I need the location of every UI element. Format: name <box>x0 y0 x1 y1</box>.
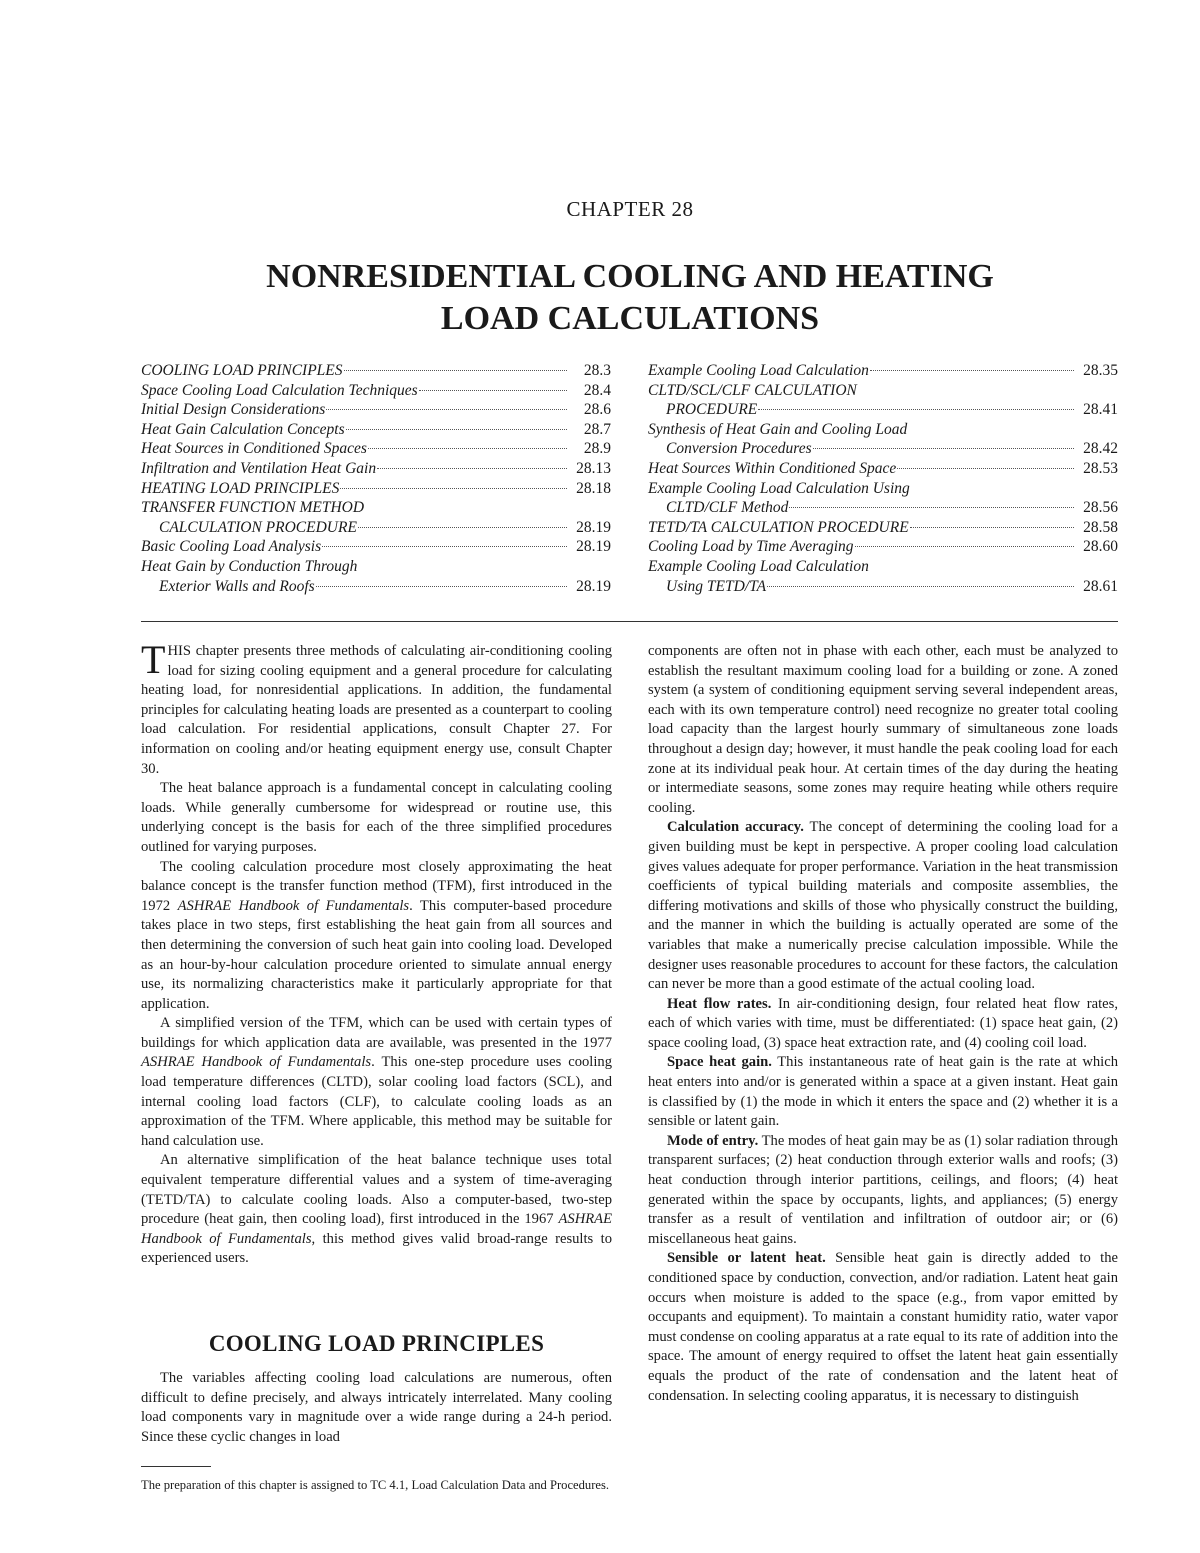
chapter-number: CHAPTER 28 <box>566 197 694 221</box>
toc-leader <box>377 468 567 469</box>
paragraph <box>141 858 612 1015</box>
toc-entry-page: 28.60 <box>1083 538 1118 556</box>
toc-entry[interactable] <box>648 518 1118 538</box>
paragraph-text: , this method gives valid broad-range results to experienced users. <box>141 1230 613 1267</box>
run-in-heading: Calculation accuracy. <box>667 819 804 836</box>
toc-entry[interactable] <box>141 361 611 381</box>
toc-right-column <box>648 361 1118 596</box>
toc-entry[interactable] <box>141 420 611 440</box>
toc-entry[interactable] <box>648 400 1118 420</box>
chapter-title-line-2: LOAD CALCULATIONS <box>440 300 820 337</box>
toc-entry-title: Exterior Walls and Roofs <box>159 577 315 595</box>
toc-entry-page: 28.18 <box>576 479 611 497</box>
run-in-heading: Heat flow rates. <box>667 995 772 1012</box>
book-title: ASHRAE Handbook of Fundamentals <box>141 1054 372 1071</box>
paragraph <box>141 1014 612 1151</box>
paragraph: components are often not in phase with each other, each must be analyzed to establish the resultant maximum cooling load for a building or zone. A zoned system (a system of conditioning equipment serving several independent areas, each with its own temperature control) need recognize no greater total cooling load capacity than the largest hourly summary of simultaneous zone loads throughout a design day; however, it must handle the peak cooling load for each zone at its individual peak hour. At certain times of the day during the heating or intermediate seasons, some zones may require heating while others require cooling. <box>648 643 1118 816</box>
horizontal-divider <box>141 621 1118 622</box>
toc-leader <box>758 409 1074 410</box>
toc-entry[interactable] <box>141 479 611 499</box>
toc-leader <box>910 527 1074 528</box>
toc-entry-title: CALCULATION PROCEDURE <box>159 518 357 536</box>
toc-entry-title: Basic Cooling Load Analysis <box>141 538 322 556</box>
paragraph-text: The cooling calculation procedure most closely approximating the heat balance concept is the transfer function method (TFM), first introduced in the 1972 <box>141 858 612 914</box>
toc-entry[interactable] <box>648 537 1118 557</box>
toc-entry[interactable] <box>141 439 611 459</box>
toc-leader <box>767 586 1074 587</box>
paragraph-text: Sensible heat gain is directly added to the conditioned space by conduction, convection, and/or radiation. Latent heat gain occurs when moisture is added to the space (e.g., from vapor emitted by occupants and equipment). To maintain a constant humidity ratio, water vapor must condense on cooling apparatus at a rate equal to its rate of addition into the space. The amount of energy required to offset the latent heat gain essentially equals the product of the rate of condensation and the latent heat of condensation. In selecting cooling apparatus, it is necessary to distinguish <box>648 1250 1118 1404</box>
toc-entry-title-line1[interactable]: Example Cooling Load Calculation <box>648 557 869 575</box>
toc-entry[interactable] <box>141 537 611 557</box>
toc-entry-title-line1[interactable]: Synthesis of Heat Gain and Cooling Load <box>648 420 908 438</box>
paragraph: The heat balance approach is a fundamental concept in calculating cooling loads. While generally cumbersome for widespread or routine use, this underlying concept is the basis for each of the three simplified procedures outlined for varying purposes. <box>141 780 612 855</box>
toc-entry-title: COOLING LOAD PRINCIPLES <box>141 362 343 379</box>
toc-leader <box>326 409 567 410</box>
toc-entry-title: Heat Sources in Conditioned Spaces <box>141 440 367 458</box>
paragraph-text: . This computer-based procedure takes place in two steps, first establishing the heat gain from all sources and then determining the conversion of such heat gain into cooling load. Developed as an hour-by-hour calculation procedure oriented to simulate annual energy use, its normalizing characteristics make it particularly appropriate for that application. <box>141 897 613 1012</box>
toc-entry-page: 28.56 <box>1083 499 1118 517</box>
book-title: ASHRAE Handbook of Fundamentals <box>141 1211 612 1247</box>
toc-entry-page: 28.3 <box>583 362 611 379</box>
paragraph <box>141 1151 612 1269</box>
toc-entry[interactable] <box>141 459 611 479</box>
toc-entry-title-line1[interactable]: TRANSFER FUNCTION METHOD <box>141 499 365 517</box>
chapter-title <box>0 256 1200 340</box>
toc-entry-page: 28.4 <box>583 381 611 399</box>
toc-leader <box>789 507 1074 508</box>
run-in-heading: Mode of entry. <box>667 1132 759 1149</box>
toc-entry-page: 28.6 <box>583 401 611 419</box>
toc-leader <box>316 586 567 587</box>
paragraph <box>648 818 1118 994</box>
section-heading: COOLING LOAD PRINCIPLES <box>208 1331 545 1356</box>
paragraph-text: . This one-step procedure uses cooling load temperature differences (CLTD), solar cooling load factors (SCL), and internal cooling load factors (CLF), to calculate cooling loads as an approximation of the TFM. Where applicable, this method may be suitable for hand calculation use. <box>141 1054 613 1149</box>
toc-leader <box>340 488 567 489</box>
toc-leader <box>346 429 567 430</box>
toc-entry[interactable] <box>648 577 1118 597</box>
toc-entry-title: PROCEDURE <box>666 401 758 419</box>
toc-entry-title: Using TETD/TA <box>666 577 767 595</box>
toc-entry[interactable] <box>648 498 1118 518</box>
toc-entry-page: 28.9 <box>583 440 611 458</box>
toc-leader <box>322 546 567 547</box>
intro-text: HIS chapter presents three methods of calculating air-conditioning cooling load for sizing cooling equipment and a general procedure for calculating heating load, for nonresidential applications. In addition, the fundamental principles for calculating heating loads are presented as a counterpart to cooling load calculation. For residential applications, consult Chapter 27. For information on cooling and/or heating equipment energy use, consult Chapter 30. <box>141 643 612 777</box>
toc-leader <box>855 546 1074 547</box>
intro-paragraph <box>141 637 612 779</box>
paragraph <box>648 995 1118 1054</box>
toc-entry[interactable] <box>648 459 1118 479</box>
toc-entry-title: Heat Sources Within Conditioned Space <box>648 459 897 477</box>
toc-entry[interactable] <box>648 361 1118 381</box>
toc-entry-page: 28.53 <box>1083 459 1118 477</box>
paragraph-text: An alternative simplification of the heat balance technique uses total equivalent temperature differential values and a system of time-averaging (TETD/TA) to calculate cooling loads. Also a computer-based, two-step procedure (heat gain, then cooling load), first introduced in the 1967 <box>141 1152 612 1228</box>
body-column-right <box>648 642 1118 1406</box>
toc-left-column <box>141 361 611 596</box>
toc-entry-title-line1[interactable]: CLTD/SCL/CLF CALCULATION <box>648 381 857 399</box>
paragraph: The variables affecting cooling load calculations are numerous, often difficult to define precisely, and always intricately interrelated. Many cooling load components vary in magnitude over a wide range during a 24-h period. Since these cyclic changes in load <box>141 1370 612 1445</box>
footnote: The preparation of this chapter is assigned to TC 4.1, Load Calculation Data and Procedures. <box>141 1478 610 1492</box>
chapter-title-line-1: NONRESIDENTIAL COOLING AND HEATING <box>266 258 994 295</box>
body-column-left-continued <box>141 1369 612 1447</box>
toc-leader <box>358 527 567 528</box>
toc-entry-page: 28.41 <box>1083 401 1118 419</box>
toc-leader <box>897 468 1074 469</box>
toc-entry-page: 28.61 <box>1083 577 1118 595</box>
toc-entry[interactable] <box>141 400 611 420</box>
toc-entry-title: Infiltration and Ventilation Heat Gain <box>141 459 377 477</box>
toc-entry-page: 28.7 <box>583 420 611 438</box>
toc-entry-page: 28.19 <box>576 538 611 556</box>
toc-entry-title-line1[interactable]: Example Cooling Load Calculation Using <box>648 479 910 497</box>
paragraph-text: This instantaneous rate of heat gain is the rate at which heat enters into and/or is generated within a space at a given instant. Heat gain is classified by (1) the mode in which it enters the space and (2) whether it is a sensible or latent gain. <box>648 1054 1118 1130</box>
toc-entry-title: Initial Design Considerations <box>141 401 326 419</box>
toc-entry-page: 28.19 <box>576 577 611 595</box>
toc-entry-title: Cooling Load by Time Averaging <box>648 538 854 556</box>
paragraph-text: A simplified version of the TFM, which can be used with certain types of buildings for which application data are available, was presented in the 1977 <box>141 1015 612 1051</box>
book-title: ASHRAE Handbook of Fundamentals <box>177 897 410 914</box>
toc-entry-title: Example Cooling Load Calculation <box>648 362 869 379</box>
paragraph <box>648 1053 1118 1131</box>
toc-entry[interactable] <box>648 439 1118 459</box>
toc-entry[interactable] <box>141 518 611 538</box>
toc-entry[interactable] <box>141 381 611 401</box>
run-in-heading: Sensible or latent heat. <box>667 1250 826 1267</box>
body-column-left <box>141 637 613 1269</box>
toc-entry-title: Conversion Procedures <box>666 440 812 458</box>
toc-entry-title: HEATING LOAD PRINCIPLES <box>141 479 340 497</box>
toc-entry-page: 28.35 <box>1083 362 1118 379</box>
toc-entry-page: 28.13 <box>576 459 611 477</box>
paragraph <box>648 1132 1118 1250</box>
toc-entry-title: TETD/TA CALCULATION PROCEDURE <box>648 518 909 536</box>
paragraph-text: In air-conditioning design, four related heat flow rates, each of which varies with time, must be differentiated: (1) space heat gain, (2) space cooling load, (3) space heat extraction rate, and (4) cooling coil load. <box>648 995 1118 1051</box>
toc-entry-title: Space Cooling Load Calculation Techniques <box>141 381 418 399</box>
toc-leader <box>419 390 567 391</box>
toc-entry-title-line1[interactable]: Heat Gain by Conduction Through <box>141 557 358 575</box>
toc-leader <box>368 448 567 449</box>
run-in-heading: Space heat gain. <box>667 1054 772 1071</box>
toc-leader <box>813 448 1074 449</box>
toc-entry-page: 28.42 <box>1083 440 1118 458</box>
toc-leader <box>870 370 1074 371</box>
toc-entry-page: 28.19 <box>576 518 611 536</box>
paragraph-text: The modes of heat gain may be as (1) solar radiation through transparent surfaces; (2) heat conduction through exterior walls and roofs; (3) heat conduction through interior partitions, ceilings, and floors; (4) heat generated within the space by occupants, lights, and appliances; (5) energy transfer as a result of ventilation and infiltration of outdoor air; or (6) miscellaneous heat gains. <box>648 1132 1118 1247</box>
footnote-divider <box>141 1466 211 1467</box>
paragraph <box>648 1249 1118 1406</box>
paragraph-text: The concept of determining the cooling load for a given building must be kept in perspective. A proper cooling load calculation gives values adequate for proper performance. Variation in the heat transmission coefficients of typical building materials and composite assemblies, the differing motivations and skills of those who physically construct the building, and the manner in which the building is actually operated are some of the variables that make a numerically precise calculation impossible. While the designer uses reasonable procedures to account for these factors, the calculation can never be more than a good estimate of the actual cooling load. <box>648 819 1118 993</box>
toc-entry[interactable] <box>141 577 611 597</box>
toc-entry-title: CLTD/CLF Method <box>666 499 789 517</box>
toc-entry-title: Heat Gain Calculation Concepts <box>141 420 345 438</box>
drop-cap: T <box>141 637 166 682</box>
toc-entry-page: 28.58 <box>1083 518 1118 536</box>
toc-leader <box>344 370 567 371</box>
